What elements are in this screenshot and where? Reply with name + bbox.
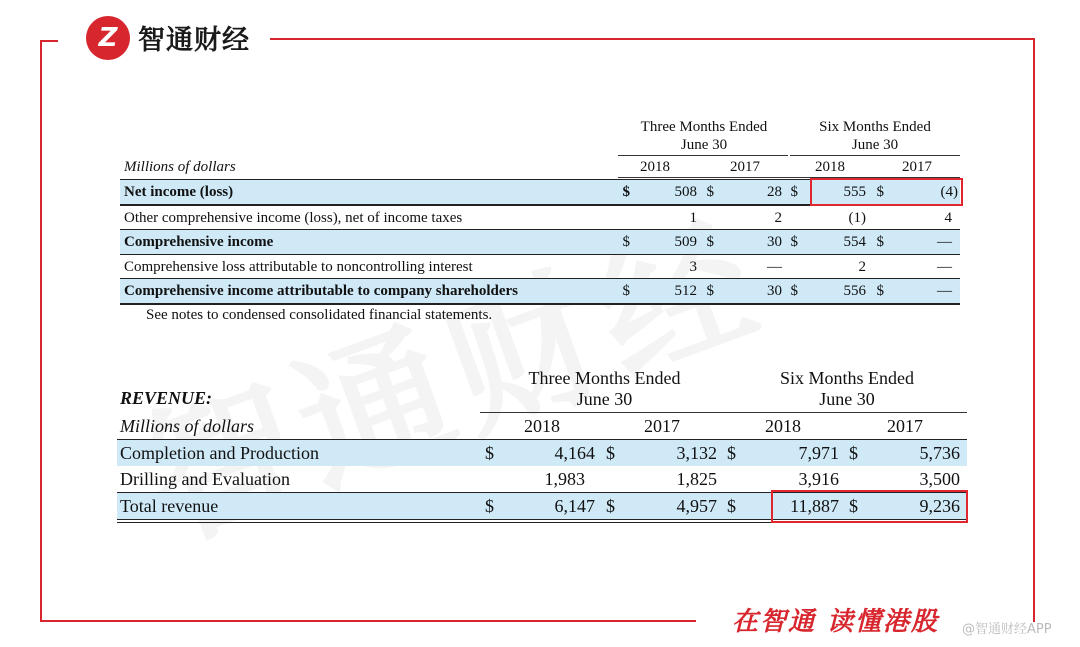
group-header-line1: Six Months Ended bbox=[819, 119, 931, 135]
group-header-line1: Three Months Ended bbox=[640, 119, 768, 135]
cell: $ bbox=[622, 184, 630, 200]
frame-bottom-border bbox=[40, 620, 696, 622]
cell: 28 bbox=[767, 184, 782, 200]
brand-name: 智通财经 bbox=[138, 25, 250, 56]
group-header-line2: June 30 bbox=[819, 389, 875, 409]
year-header: 2017 bbox=[887, 416, 923, 436]
cell: 555 bbox=[843, 184, 866, 200]
row-label: Net income (loss) bbox=[124, 184, 234, 200]
group-header-six-months bbox=[742, 368, 952, 410]
year-header: 2017 bbox=[730, 159, 760, 175]
frame-top-border-right bbox=[270, 38, 1035, 40]
table-row bbox=[117, 440, 967, 466]
cell: 4,164 bbox=[554, 443, 595, 463]
year-header-row bbox=[117, 413, 967, 439]
cell: — bbox=[767, 259, 782, 275]
cell: 7,971 bbox=[798, 443, 839, 463]
cell: $ bbox=[485, 496, 494, 516]
table-row bbox=[120, 206, 960, 230]
cell: 3 bbox=[689, 259, 697, 275]
group-header-line2: June 30 bbox=[680, 137, 728, 153]
table-row bbox=[120, 255, 960, 279]
cell: $ bbox=[849, 496, 858, 516]
footnote: See notes to condensed consolidated financial statements. bbox=[146, 307, 493, 323]
cell: 4,957 bbox=[676, 496, 717, 516]
group-header-line2: June 30 bbox=[576, 389, 633, 409]
cell: 3,500 bbox=[919, 469, 960, 489]
cell: 11,887 bbox=[790, 496, 839, 516]
cell: $ bbox=[876, 283, 884, 299]
row-label: Other comprehensive income (loss), net of income taxes bbox=[124, 210, 463, 226]
cell: 1 bbox=[689, 210, 697, 226]
cell: $ bbox=[876, 184, 884, 200]
cell: 9,236 bbox=[919, 496, 960, 516]
table-rule bbox=[120, 303, 960, 305]
cell: 2 bbox=[774, 210, 782, 226]
row-label: Total revenue bbox=[120, 496, 219, 516]
group-header-three-months bbox=[620, 118, 788, 154]
year-header: 2017 bbox=[644, 416, 680, 436]
group-header-three-months bbox=[502, 368, 707, 410]
cell: 5,736 bbox=[919, 443, 960, 463]
cell: $ bbox=[727, 443, 736, 463]
cell: 554 bbox=[843, 234, 866, 250]
cell: 30 bbox=[767, 234, 782, 250]
cell: — bbox=[937, 234, 952, 250]
cell: 512 bbox=[674, 283, 697, 299]
cell: 556 bbox=[843, 283, 866, 299]
cell: 3,132 bbox=[676, 443, 717, 463]
year-header-row bbox=[120, 156, 960, 178]
group-header-line1: Three Months Ended bbox=[528, 368, 681, 388]
cell: 3,916 bbox=[798, 469, 839, 489]
cell: $ bbox=[706, 234, 714, 250]
highlight-box-total-revenue bbox=[771, 490, 968, 523]
zhitong-logo-icon: Z bbox=[86, 16, 130, 60]
cell: $ bbox=[706, 283, 714, 299]
cell: 1,983 bbox=[544, 469, 585, 489]
cell: 6,147 bbox=[554, 496, 595, 516]
year-header: 2018 bbox=[815, 159, 845, 175]
cell: — bbox=[937, 283, 952, 299]
row-label: Comprehensive income bbox=[124, 234, 274, 250]
cell: 2 bbox=[858, 259, 866, 275]
group-header-six-months bbox=[790, 118, 960, 154]
year-header: 2017 bbox=[902, 159, 932, 175]
cell: $ bbox=[622, 234, 630, 250]
cell: (4) bbox=[940, 184, 958, 200]
year-header: 2018 bbox=[640, 159, 670, 175]
group-header-line2: June 30 bbox=[851, 137, 899, 153]
unit-label: Millions of dollars bbox=[120, 416, 255, 436]
row-label: Drilling and Evaluation bbox=[120, 469, 290, 489]
cell: $ bbox=[790, 234, 798, 250]
source-watermark: @智通财经APP bbox=[962, 622, 1052, 637]
section-title: REVENUE: bbox=[120, 388, 213, 408]
cell: $ bbox=[727, 496, 736, 516]
cell: $ bbox=[876, 234, 884, 250]
table-row bbox=[120, 230, 960, 254]
row-label: Comprehensive income attributable to company shareholders bbox=[124, 283, 519, 299]
table-row bbox=[117, 466, 967, 492]
cell: — bbox=[937, 259, 952, 275]
cell: (1) bbox=[848, 210, 866, 226]
year-header: 2018 bbox=[524, 416, 560, 436]
row-label: Comprehensive loss attributable to noncontrolling interest bbox=[124, 259, 473, 275]
year-header: 2018 bbox=[765, 416, 801, 436]
cell: $ bbox=[849, 443, 858, 463]
cell: 508 bbox=[674, 184, 697, 200]
unit-label: Millions of dollars bbox=[124, 159, 236, 175]
frame-left-border bbox=[40, 40, 42, 622]
frame-top-border-left bbox=[40, 40, 58, 42]
cell: $ bbox=[485, 443, 494, 463]
frame-right-border bbox=[1033, 38, 1035, 622]
cell: $ bbox=[706, 184, 714, 200]
table-row bbox=[120, 279, 960, 303]
cell: 1,825 bbox=[676, 469, 717, 489]
cell: 4 bbox=[944, 210, 952, 226]
cell: $ bbox=[790, 184, 798, 200]
cell: $ bbox=[790, 283, 798, 299]
group-header-line1: Six Months Ended bbox=[779, 368, 914, 388]
slogan: 在智通 读懂港股 bbox=[732, 607, 940, 637]
highlight-box-net-income bbox=[810, 178, 963, 206]
cell: $ bbox=[606, 496, 615, 516]
cell: $ bbox=[606, 443, 615, 463]
cell: $ bbox=[622, 283, 630, 299]
cell: 509 bbox=[674, 234, 697, 250]
cell: 30 bbox=[767, 283, 782, 299]
row-label: Completion and Production bbox=[120, 443, 319, 463]
